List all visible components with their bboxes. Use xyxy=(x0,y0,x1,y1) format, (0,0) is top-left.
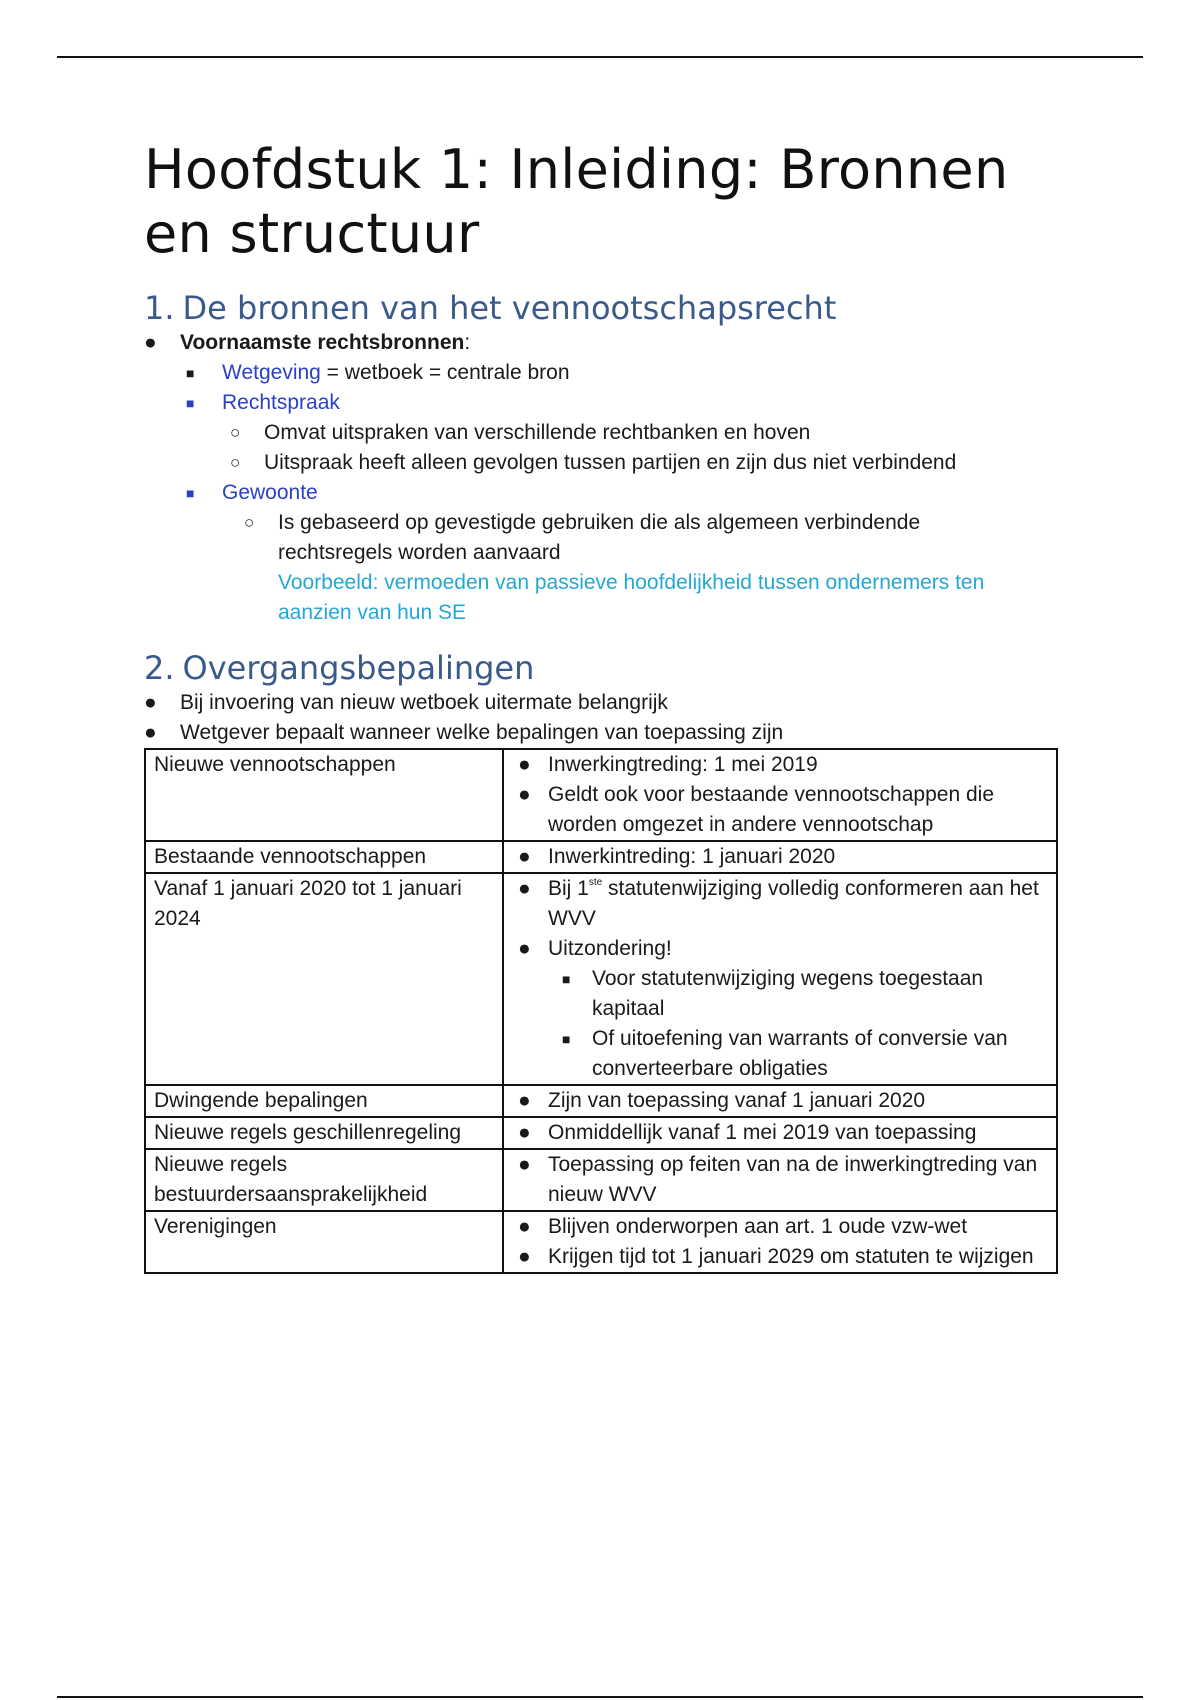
list-item xyxy=(144,508,1064,538)
transition-table xyxy=(144,748,1058,1274)
bottom-rule xyxy=(57,1696,1143,1698)
list-item-text: Krijgen tijd tot 1 januari 2029 om statuten te wijzigen xyxy=(548,1245,1034,1268)
list-subitem xyxy=(512,1024,1048,1084)
table-row xyxy=(145,841,1057,873)
bullet-icon: ● xyxy=(518,845,531,868)
list-item-text: Of uitoefening van warrants of conversie van converteerbare obligaties xyxy=(592,1027,1008,1080)
bullet-icon: ● xyxy=(518,1215,531,1238)
bullet-icon: ● xyxy=(518,1245,531,1268)
list-item xyxy=(144,718,1064,748)
list-item-text: Voor statutenwijziging wegens toegestaan kapitaal xyxy=(592,967,984,1020)
bullet-icon: ● xyxy=(518,1089,531,1112)
bullet-icon: ● xyxy=(518,1121,531,1144)
list-subitem xyxy=(512,964,1048,1024)
list-item xyxy=(144,448,1064,478)
square-bullet-icon: ■ xyxy=(186,395,195,411)
circle-bullet-icon: ○ xyxy=(230,423,241,442)
square-bullet-icon: ■ xyxy=(562,971,571,987)
square-bullet-icon: ■ xyxy=(562,1031,571,1047)
section-number: 1. xyxy=(144,289,175,327)
list-item-colon: : xyxy=(464,331,471,354)
table-cell-label: Nieuwe vennootschappen xyxy=(145,749,503,841)
section-number: 2. xyxy=(144,649,175,687)
list-item xyxy=(512,1212,1048,1242)
table-cell-content xyxy=(503,841,1057,873)
table-cell-label: Nieuwe regels bestuurdersaansprakelijkheid xyxy=(145,1149,503,1211)
bullet-icon: ● xyxy=(144,721,157,744)
bullet-icon: ● xyxy=(518,937,531,960)
list-item-text: Omvat uitspraken van verschillende rechtbanken en hoven xyxy=(264,421,811,444)
list-item-text: Bij 1 xyxy=(548,877,589,900)
term-gewoonte: Gewoonte xyxy=(222,481,318,504)
table-cell-label: Dwingende bepalingen xyxy=(145,1085,503,1117)
list-item-text: Geldt ook voor bestaande vennootschappen die worden omgezet in andere vennootschap xyxy=(548,783,994,836)
section-heading-2 xyxy=(144,648,1064,688)
list-item xyxy=(512,780,1048,840)
list-item-text: Bij invoering van nieuw wetboek uitermate belangrijk xyxy=(180,691,668,714)
list-item-text: Wetgever bepaalt wanneer welke bepalingen van toepassing zijn xyxy=(180,721,784,744)
example-text: Voorbeeld: vermoeden van passieve hoofdelijkheid tussen ondernemers ten xyxy=(278,571,985,594)
list-item-text: Onmiddellijk vanaf 1 mei 2019 van toepassing xyxy=(548,1121,977,1144)
list-item-text: Blijven onderworpen aan art. 1 oude vzw-wet xyxy=(548,1215,968,1238)
table-row xyxy=(145,1211,1057,1273)
table-cell-label: Vanaf 1 januari 2020 tot 1 januari 2024 xyxy=(145,873,503,1085)
example-text: aanzien van hun SE xyxy=(278,601,466,624)
list-item-text: Inwerkingtreding: 1 mei 2019 xyxy=(548,753,818,776)
bullet-icon: ● xyxy=(518,1153,531,1176)
section-title: Overgangsbepalingen xyxy=(182,649,535,687)
bullet-icon: ● xyxy=(518,753,531,776)
section-title: De bronnen van het vennootschapsrecht xyxy=(182,289,837,327)
superscript: ste xyxy=(588,877,603,888)
term-wetgeving: Wetgeving xyxy=(222,361,321,384)
list-item xyxy=(144,388,1064,418)
list-item xyxy=(144,328,1064,358)
list-item-text: Zijn van toepassing vanaf 1 januari 2020 xyxy=(548,1089,926,1112)
table-row xyxy=(145,1117,1057,1149)
table-row xyxy=(145,749,1057,841)
table-cell-label: Verenigingen xyxy=(145,1211,503,1273)
list-item xyxy=(512,1118,1048,1148)
table-cell-label: Nieuwe regels geschillenregeling xyxy=(145,1117,503,1149)
table-cell-content xyxy=(503,1085,1057,1117)
table-cell-content xyxy=(503,1211,1057,1273)
table-row xyxy=(145,1085,1057,1117)
list-item xyxy=(512,842,1048,872)
list-item-text: Is gebaseerd op gevestigde gebruiken die als algemeen verbindende xyxy=(278,511,921,534)
list-item xyxy=(144,358,1064,388)
list-item xyxy=(512,1086,1048,1116)
list-item xyxy=(144,418,1064,448)
list-item xyxy=(512,934,1048,964)
list-item-text: statutenwijziging volledig conformeren aan het WVV xyxy=(548,877,1039,930)
list-item xyxy=(512,874,1048,934)
square-bullet-icon: ■ xyxy=(186,485,195,501)
list-item-continuation: rechtsregels worden aanvaard xyxy=(278,541,561,564)
circle-bullet-icon: ○ xyxy=(230,453,241,472)
bullet-icon: ● xyxy=(518,783,531,806)
list-item-label: Voornaamste rechtsbronnen xyxy=(180,331,465,354)
page-title: Hoofdstuk 1: Inleiding: Bronnen en structuur xyxy=(144,138,1009,265)
list-item-text: = wetboek = centrale bron xyxy=(320,361,570,384)
list-item xyxy=(144,478,1064,508)
bullet-icon: ● xyxy=(144,691,157,714)
bullet-icon: ● xyxy=(144,331,157,354)
table-row xyxy=(145,1149,1057,1211)
list-item xyxy=(144,688,1064,718)
document-page xyxy=(144,138,1064,1274)
list-item xyxy=(512,1242,1048,1272)
list-item-text: Uitzondering! xyxy=(548,937,672,960)
circle-bullet-icon: ○ xyxy=(244,513,255,532)
top-rule xyxy=(57,56,1143,58)
list-item-text: Inwerkintreding: 1 januari 2020 xyxy=(548,845,836,868)
list-item xyxy=(512,750,1048,780)
table-cell-content xyxy=(503,873,1057,1085)
table-cell-content xyxy=(503,749,1057,841)
square-bullet-icon: ■ xyxy=(186,365,195,381)
table-cell-label: Bestaande vennootschappen xyxy=(145,841,503,873)
table-row xyxy=(145,873,1057,1085)
list-item-text: Uitspraak heeft alleen gevolgen tussen partijen en zijn dus niet verbindend xyxy=(264,451,957,474)
table-cell-content xyxy=(503,1149,1057,1211)
table-cell-content xyxy=(503,1117,1057,1149)
term-rechtspraak: Rechtspraak xyxy=(222,391,340,414)
section-heading-1 xyxy=(144,288,1064,328)
list-item-text: Toepassing op feiten van na de inwerkingtreding van nieuw WVV xyxy=(548,1153,1038,1206)
bullet-icon: ● xyxy=(518,877,531,900)
list-item xyxy=(512,1150,1048,1210)
